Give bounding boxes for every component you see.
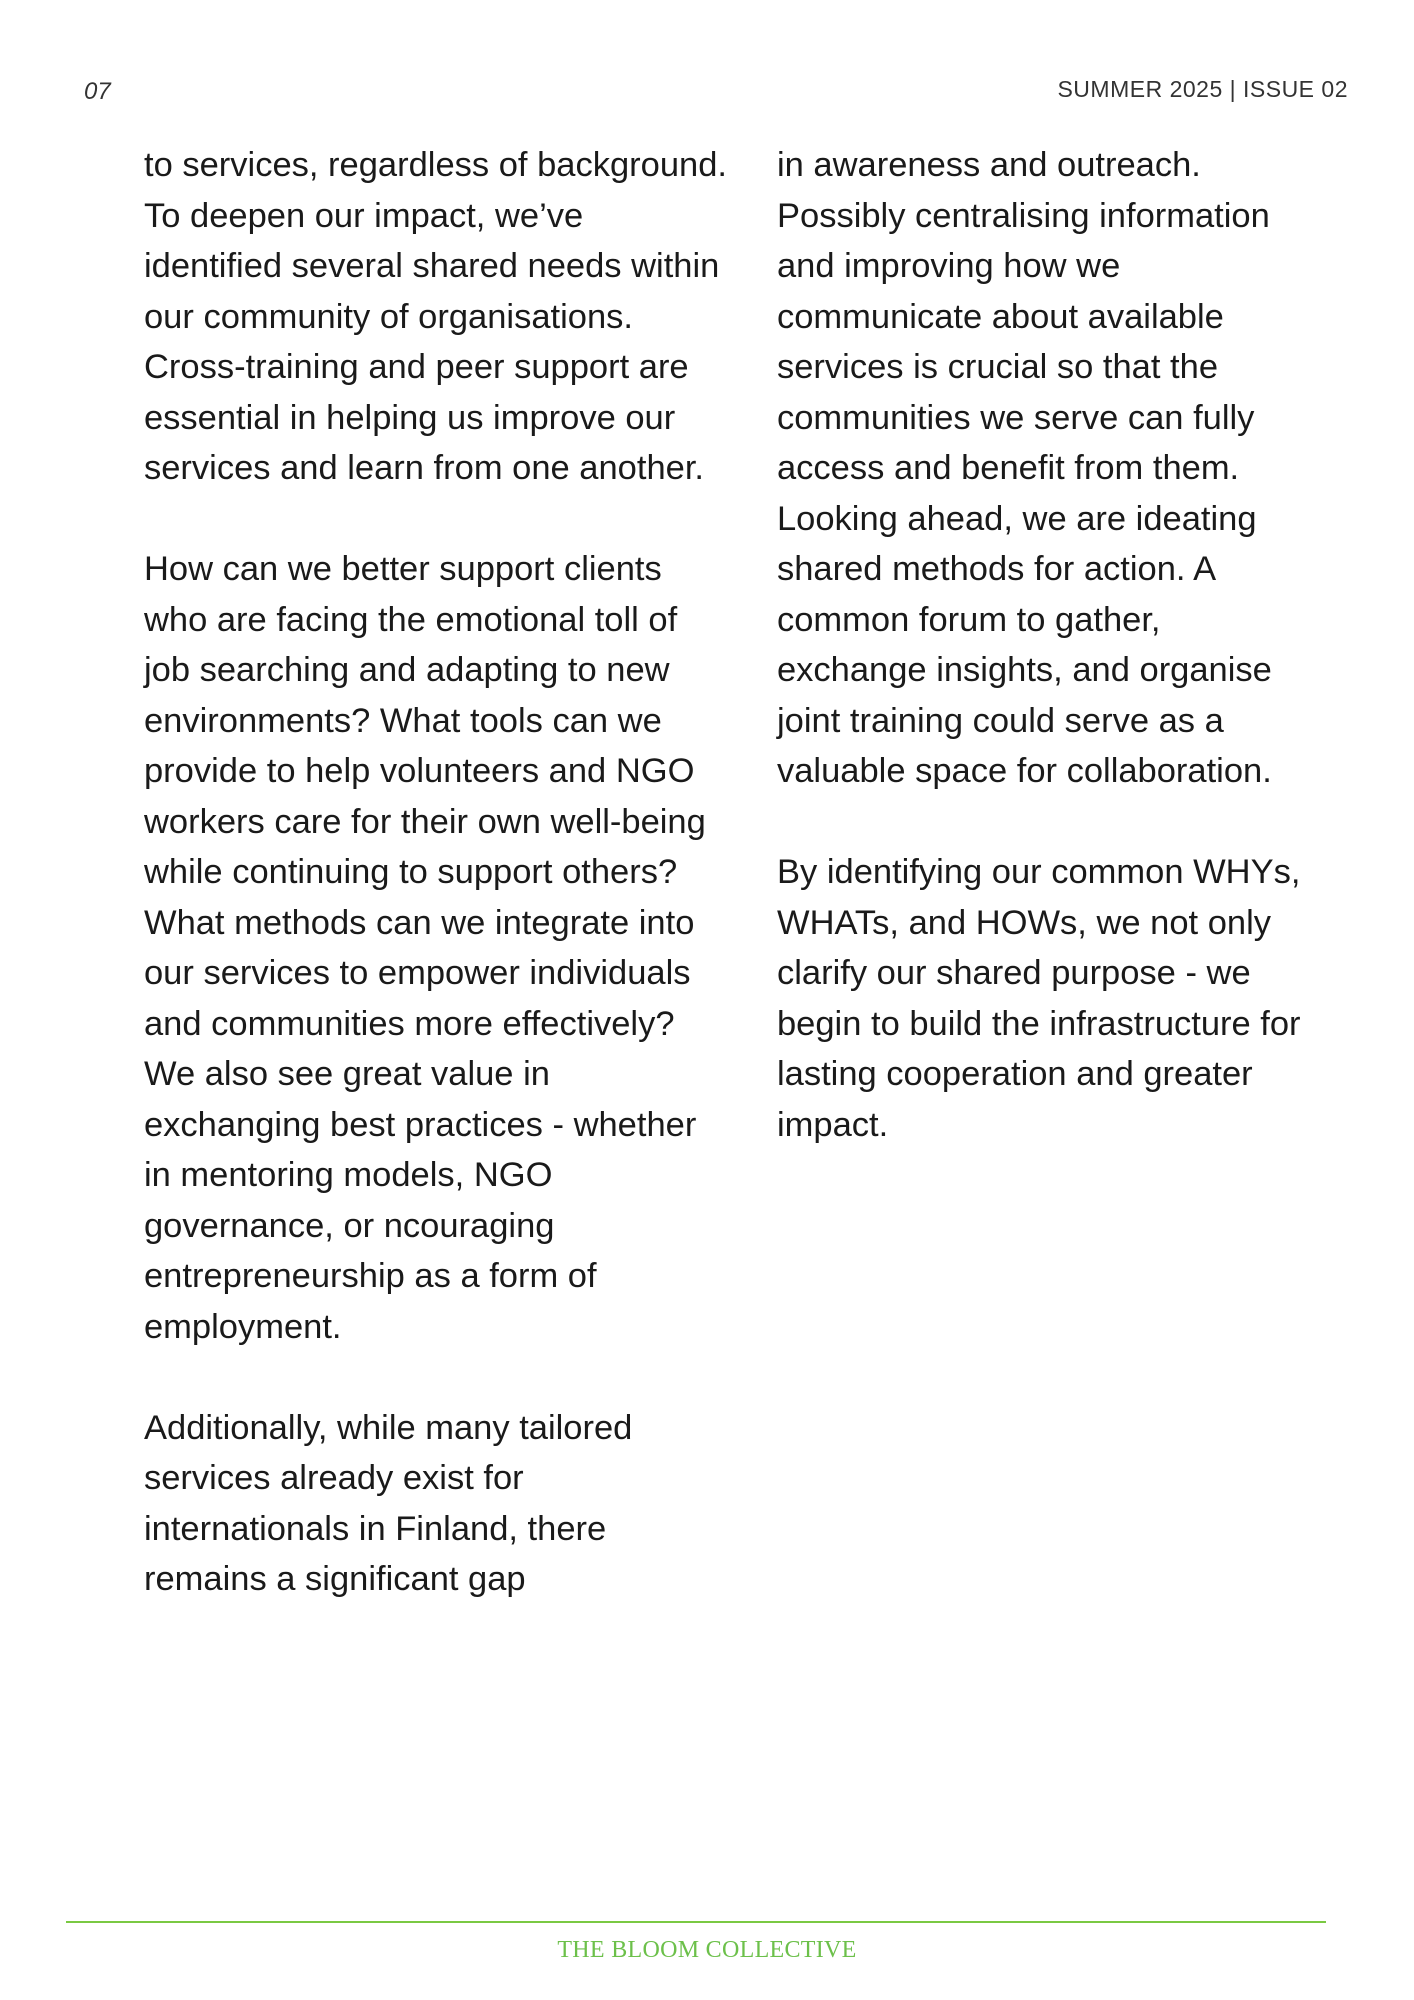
issue-info: SUMMER 2025 | ISSUE 02 <box>1057 76 1348 102</box>
right-column <box>777 140 1317 1201</box>
footer-publication-title: THE BLOOM COLLECTIVE <box>557 1937 857 1963</box>
right-paragraph-2: By identifying our common WHYs, WHATs, and HOWs, we not only clarify our shared purpose - we begin to build the infrastructure for lasting cooperation and greater impact. <box>777 853 1301 1144</box>
footer-divider <box>66 1921 1326 1923</box>
right-paragraph-1: in awareness and outreach. Possibly centralising information and improving how we communicate about available services is crucial so that the communities we serve can fully access and benefit from them. Looking ahead, we are ideating shared methods for action. A common forum to gather, exchange insights, and organise joint training could serve as a valuable space for collaboration. <box>777 146 1272 790</box>
left-paragraph-3: Additionally, while many tailored services already exist for internationals in Finland, there remains a significant gap <box>144 1408 633 1598</box>
left-paragraph-2: How can we better support clients who are facing the emotional toll of job searching and adapting to new environments? What tools can we provide to help volunteers and NGO workers care for their own well-being while continuing to support others? What methods can we integrate into our services to empower individuals and communities more effectively? We also see great value in exchanging best practices - whether in mentoring models, NGO governance, or ncouraging entrepreneurship as a form of employment. <box>144 550 706 1346</box>
left-column <box>144 140 729 1655</box>
page-number: 07 <box>84 78 111 105</box>
left-paragraph-1: to services, regardless of background. To deepen our impact, we’ve identified several shared needs within our community of organisations. Cross-training and peer support are essential in helping us improve our services and learn from one another. <box>144 146 727 487</box>
